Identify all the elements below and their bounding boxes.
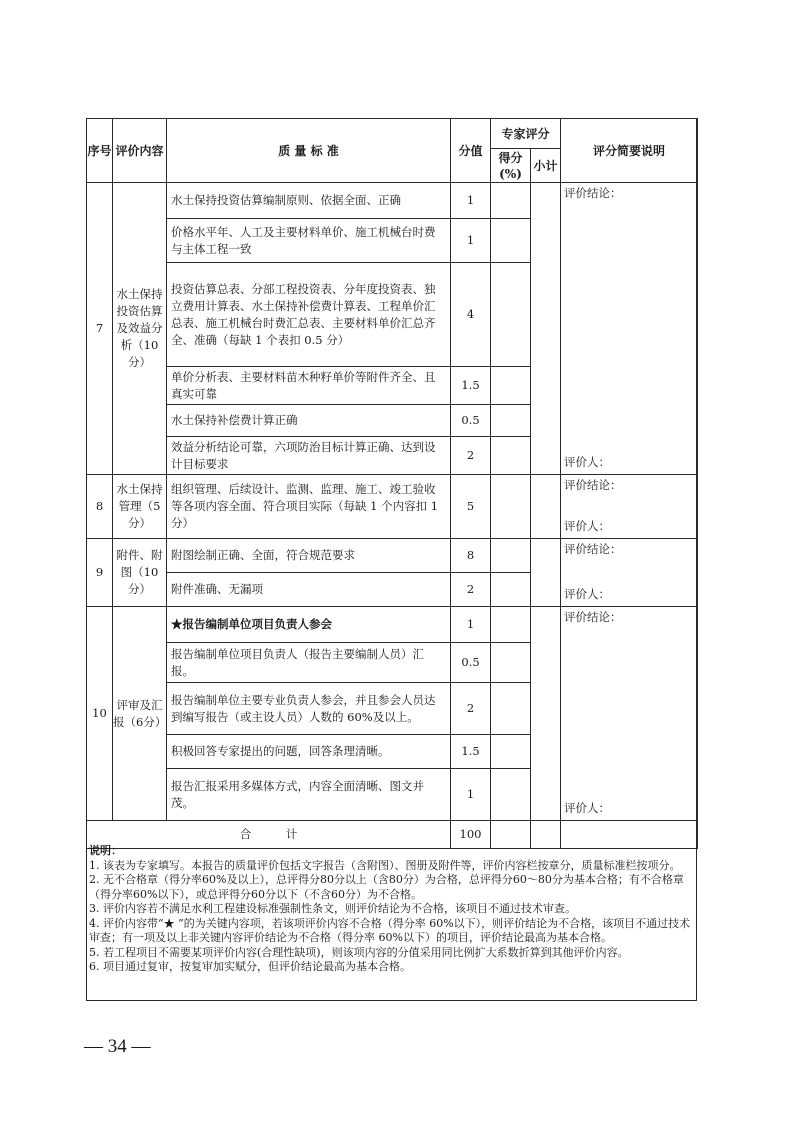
section-10-comment[interactable] [561,607,698,821]
score-value: 8 [451,539,491,573]
got-cell[interactable] [491,643,531,683]
table-row [87,607,698,643]
conclusion-label: 评价结论： [564,542,622,556]
standard-text: 附图绘制正确、全面，符合规范要求 [167,539,451,573]
evaluation-table [86,118,698,849]
header-summary: 评分简要说明 [561,119,698,183]
got-cell[interactable] [491,683,531,735]
standard-text: 附件准确、无漏项 [167,573,451,607]
conclusion-label: 评价结论： [564,478,622,492]
header-got: 得分(%) [491,149,531,183]
score-value: 5 [451,475,491,539]
score-value: 0.5 [451,643,491,683]
standard-text: 价格水平年、人工及主要材料单价、施工机械台时费与主体工程一致 [167,219,451,263]
notes-heading: 说明： [89,844,122,857]
table-row [87,539,698,573]
score-value: 2 [451,683,491,735]
header-subtotal: 小计 [531,149,561,183]
conclusion-label: 评价结论： [564,610,622,624]
got-cell[interactable] [491,437,531,475]
got-cell[interactable] [491,183,531,219]
section-9-comment[interactable] [561,539,698,607]
subtotal-cell[interactable] [531,607,561,821]
got-cell[interactable] [491,405,531,437]
score-value: 1 [451,607,491,643]
score-value: 4 [451,263,491,367]
score-value: 1.5 [451,367,491,405]
reviewer-label: 评价人： [564,455,611,469]
section-9-no: 9 [87,539,113,607]
section-8-no: 8 [87,475,113,539]
score-value: 1 [451,183,491,219]
subtotal-cell[interactable] [531,183,561,475]
got-cell[interactable] [491,573,531,607]
got-cell[interactable] [491,607,531,643]
subtotal-cell[interactable] [531,475,561,539]
header-content: 评价内容 [113,119,167,183]
reviewer-label: 评价人： [564,519,611,533]
note-line: 4. 评价内容带“★ ”的为关键内容项，若该项评价内容不合格（得分率 60%以下），则评价结论为不合格，该项目不通过技术审查；有一项及以上非关键内容评价结论为不合格（得分率 60%以下）的项目，评价结论最高为基本合格。 [89,916,691,944]
got-cell[interactable] [491,769,531,821]
note-line: 1. 该表为专家填写。本报告的质量评价包括文字报告（含附图）、图册及附件等，评价内容栏按章分，质量标准栏按项分。 [89,858,681,872]
total-label: 合 计 [87,821,451,849]
page-number: — 34 — [84,1036,151,1057]
standard-text: 报告汇报采用多媒体方式，内容全面清晰、图文并茂。 [167,769,451,821]
got-cell[interactable] [491,263,531,367]
note-line: 2. 无不合格章（得分率60%及以上），总评得分80分以上（含80分）为合格，总评得分60～80分为基本合格；有不合格章（得分率60%以下），或总评得分60分以下（不含60分）为不合格。 [89,873,684,901]
section-7-no: 7 [87,183,113,475]
score-value: 1.5 [451,735,491,769]
note-line: 5. 若工程项目不需要某项评价内容(合理性缺项)，则该项内容的分值采用同比例扩大系数折算到其他评价内容。 [89,945,629,959]
got-cell[interactable] [491,367,531,405]
standard-text: 水土保持投资估算编制原则、依据全面、正确 [167,183,451,219]
note-line: 3. 评价内容若不满足水利工程建设标准强制性条文，则评价结论为不合格，该项目不通过技术审查。 [89,902,576,915]
header-standard: 质 量 标 准 [167,119,451,183]
note-line: 6. 项目通过复审，按复审加实赋分，但评价结论最高为基本合格。 [89,960,411,973]
conclusion-label: 评价结论： [564,186,622,200]
score-value: 0.5 [451,405,491,437]
standard-text: 单价分析表、主要材料苗木种籽单价等附件齐全、且真实可靠 [167,367,451,405]
score-value: 1 [451,219,491,263]
header-score: 分值 [451,119,491,183]
table-row [87,475,698,539]
standard-text: 投资估算总表、分部工程投资表、分年度投资表、独立费用计算表、水土保持补偿费计算表、工程单价汇总表、施工机械台时费汇总表、主要材料单价汇总齐全、准确（每缺 1 个表扣 0.5 分） [167,263,451,367]
got-cell[interactable] [491,539,531,573]
reviewer-label: 评价人： [564,587,611,601]
score-value: 1 [451,769,491,821]
notes-block [89,844,693,975]
section-7-comment[interactable] [561,183,698,475]
got-cell[interactable] [491,219,531,263]
reviewer-label: 评价人： [564,801,611,815]
section-8-comment[interactable] [561,475,698,539]
table-row [87,183,698,219]
standard-text: 效益分析结论可靠，六项防治目标计算正确、达到设计目标要求 [167,437,451,475]
standard-text: 积极回答专家提出的问题，回答条理清晰。 [167,735,451,769]
got-cell[interactable] [491,475,531,539]
standard-text: ★报告编制单位项目负责人参会 [167,607,451,643]
got-cell[interactable] [491,735,531,769]
header-seq: 序号 [87,119,113,183]
standard-text: 水土保持补偿费计算正确 [167,405,451,437]
score-value: 2 [451,437,491,475]
section-7-content: 水土保持投资估算及效益分析（10分） [113,183,167,475]
score-value: 2 [451,573,491,607]
header-expert: 专家评分 [491,119,561,149]
standard-text: 报告编制单位项目负责人（报告主要编制人员）汇报。 [167,643,451,683]
standard-text: 报告编制单位主要专业负责人参会，并且参会人员达到编写报告（或主设人员）人数的 60%及以上。 [167,683,451,735]
section-8-content: 水土保持管理（5分） [113,475,167,539]
section-10-no: 10 [87,607,113,821]
subtotal-cell[interactable] [531,539,561,607]
total-score: 100 [451,821,491,849]
section-10-content: 评审及汇报（6分） [113,607,167,821]
section-9-content: 附件、附图（10分） [113,539,167,607]
standard-text: 组织管理、后续设计、监测、监理、施工、竣工验收等各项内容全面、符合项目实际（每缺 1 个内容扣 1 分） [167,475,451,539]
